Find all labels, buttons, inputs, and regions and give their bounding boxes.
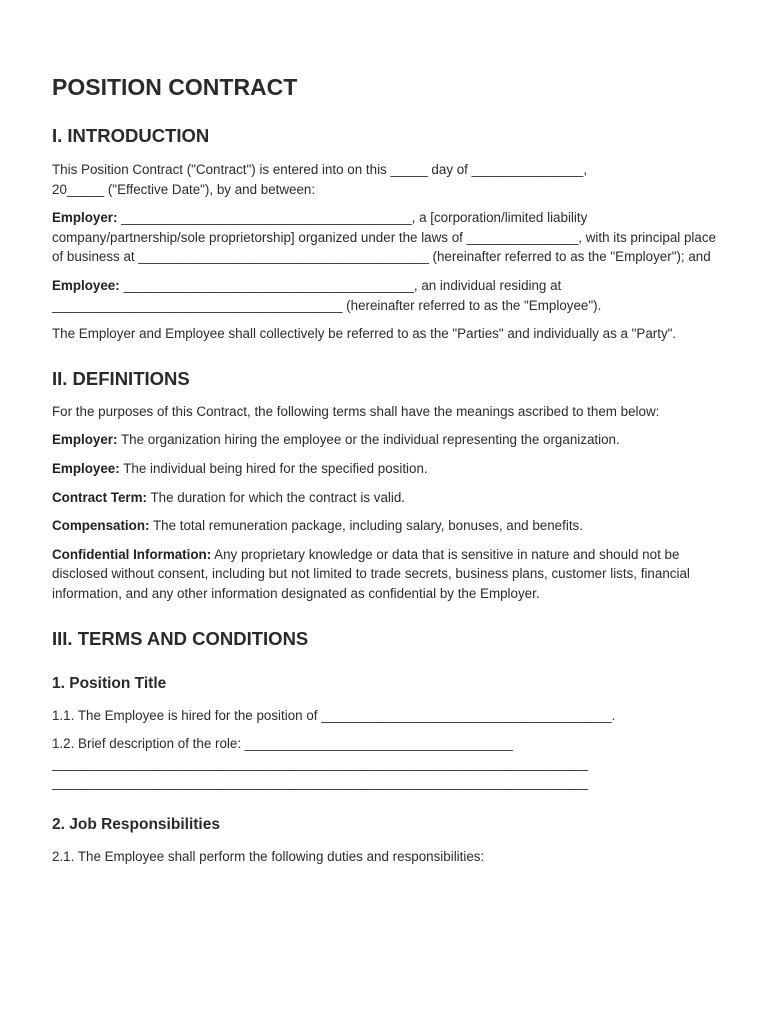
subsection-heading-job-responsibilities: 2. Job Responsibilities [52, 815, 220, 833]
subsection-heading-position-title: 1. Position Title [52, 674, 167, 692]
section-heading-terms-and-conditions: III. TERMS AND CONDITIONS [52, 627, 309, 649]
intro-paragraph [52, 160, 718, 199]
definition-text: The duration for which the contract is valid. [146, 489, 406, 505]
definition-confidential-information [52, 545, 718, 604]
definition-text: The individual being hired for the specified position. [119, 460, 428, 476]
employee-label: Employee: [52, 277, 120, 293]
definition-contract-term [52, 488, 718, 508]
definitions-intro: For the purposes of this Contract, the following terms shall have the meanings ascribed to them below: [52, 403, 660, 419]
definition-term: Compensation: [52, 518, 150, 534]
intro-line-1: This Position Contract ("Contract") is entered into on this _____ day of _______________, [52, 162, 588, 177]
clause-1-1: 1.1. The Employee is hired for the position of _______________________________________. [52, 707, 616, 723]
definition-term: Employer: [52, 432, 118, 448]
definition-employer [52, 430, 718, 450]
clause-1-2-text: 1.2. Brief description of the role: ____________________________________ [52, 736, 513, 752]
blank-line: ________________________________________________________________________ [52, 755, 589, 771]
section-heading-definitions: II. DEFINITIONS [52, 367, 190, 389]
employee-line-1: _______________________________________, an individual residing at [119, 277, 562, 293]
clause-1-2 [52, 734, 718, 793]
definition-employee [52, 459, 718, 479]
definition-text: The total remuneration package, including salary, bonuses, and benefits. [149, 518, 583, 534]
definition-text: The organization hiring the employee or the individual representing the organization. [117, 432, 620, 448]
section-heading-introduction: I. INTRODUCTION [52, 125, 210, 146]
employee-line-2: _______________________________________ (hereinafter referred to as the "Employee"). [52, 297, 602, 313]
employer-label: Employer: [52, 210, 118, 226]
definition-term: Employee: [52, 460, 120, 476]
definition-term: Contract Term: [52, 489, 147, 505]
definition-term: Confidential Information: [52, 546, 212, 562]
definition-compensation [52, 516, 718, 536]
parties-paragraph: The Employer and Employee shall collectively be referred to as the "Parties" and individually as a "Party". [52, 326, 677, 342]
employee-paragraph [52, 276, 718, 315]
employer-text: _______________________________________, a [corporation/limited liability company/partnership/sole proprietorship] organized under the laws of _______________, with its principal place of business at _______________________________________ (hereinafter referred to as the "Employer"); and [52, 210, 716, 265]
blank-line: ________________________________________________________________________ [52, 775, 589, 791]
employer-paragraph [52, 208, 718, 267]
definition-text: Any proprietary knowledge or data that is sensitive in nature and should not be disclosed without consent, including but not limited to trade secrets, business plans, customer lists, financial information, and any other information designated as confidential by the Employer. [52, 546, 690, 601]
clause-2-1: 2.1. The Employee shall perform the following duties and responsibilities: [52, 848, 485, 864]
document-title: POSITION CONTRACT [52, 74, 298, 100]
intro-line-2: 20_____ ("Effective Date"), by and between: [52, 181, 316, 197]
